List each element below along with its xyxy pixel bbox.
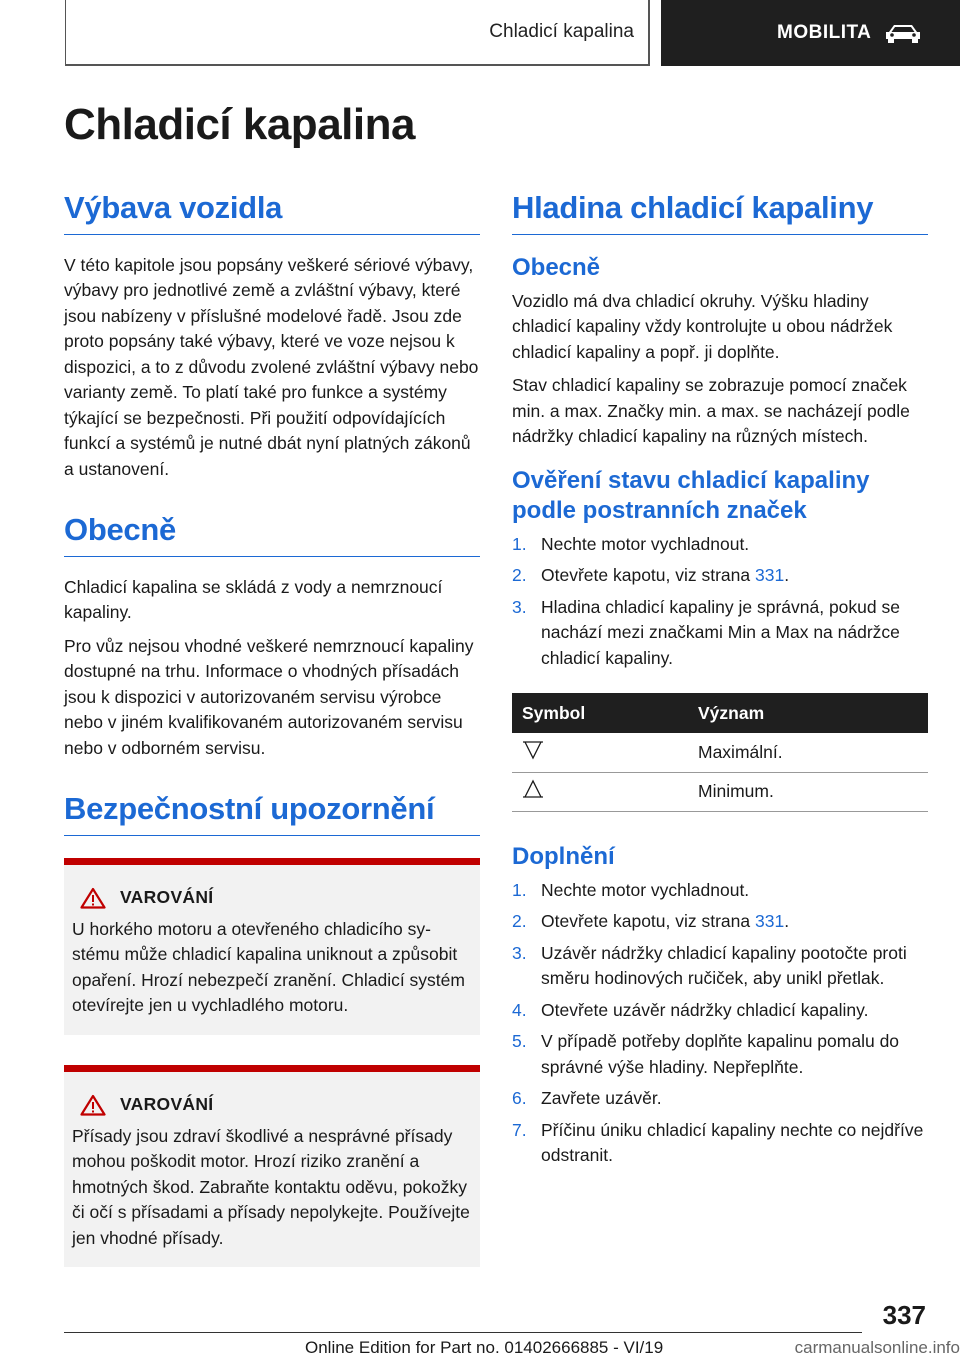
header-divider: [648, 0, 650, 66]
header-chapter-label: MOBILITA: [777, 22, 872, 43]
max-mark-icon: [522, 740, 544, 760]
meaning-cell: Minimum.: [698, 772, 928, 811]
list-item: [512, 532, 928, 558]
step-number: 5.: [512, 1031, 527, 1052]
step-number: 1.: [512, 879, 527, 900]
step-number: 2.: [512, 565, 527, 586]
watermark: carmanualsonline.info: [791, 1338, 960, 1358]
column-header-symbol: Symbol: [512, 693, 698, 733]
warning-box: [64, 1065, 480, 1268]
warning-label: VAROVÁNÍ: [120, 1094, 214, 1115]
step-text: Nechte motor vychladnout.: [541, 879, 750, 900]
header-chapter: [661, 0, 960, 66]
page-link[interactable]: 331: [755, 565, 785, 586]
section-vybava: [64, 190, 480, 482]
list-item: [512, 998, 928, 1024]
step-text: Otevřete kapotu, viz strana 331.: [541, 565, 790, 586]
symbol-cell: [512, 772, 698, 811]
symbol-cell: [512, 733, 698, 772]
list-item: [512, 1029, 928, 1080]
step-number: 3.: [512, 596, 527, 617]
warning-triangle-icon: [80, 887, 106, 909]
step-text: Hladina chladicí kapaliny je správná, pokud se nachází mezi značkami Min a Max na nádržce chladicí kapaliny.: [541, 596, 900, 668]
step-number: 6.: [512, 1088, 527, 1109]
warning-header: [72, 1094, 472, 1116]
right-column: [512, 190, 928, 1179]
step-number: 4.: [512, 999, 527, 1020]
header-section-title: Chladicí kapalina: [489, 21, 634, 42]
list-item: [512, 909, 928, 935]
step-text: Uzávěr nádržky chladicí kapaliny pootočte proti směru hodinových ručiček, aby unikl přetlak.: [541, 942, 907, 989]
warning-label: VAROVÁNÍ: [120, 887, 214, 908]
column-header-meaning: Význam: [698, 693, 928, 733]
min-mark-icon: [522, 779, 544, 799]
footer-edition: Online Edition for Part no. 01402666885 - VI/19: [305, 1338, 664, 1357]
warning-triangle-icon: [80, 1094, 106, 1116]
list-item: [512, 878, 928, 904]
list-item: [512, 1118, 928, 1169]
car-icon: [883, 22, 923, 44]
paragraph: V této kapitole jsou popsány veškeré sériové výbavy, výbavy pro jednotlivé země a zvláštní výbavy, které jsou nabízeny v příslušné modelové řadě. Jsou zde proto popsány také výbavy, které ve voze nejsou k dispozici, a to z důvodu zvolené zvláštní výbavy nebo varianty země. To platí také pro funkce a systémy týkající se bezpečnosti. Při použití odpovídajících funkcí a systémů je nutné dbát nyní platných zákonů a ustanovení.: [64, 254, 479, 479]
section-title: Obecně: [64, 512, 480, 557]
section-title: Výbava vozidla: [64, 190, 480, 235]
section-obecne: [64, 512, 480, 761]
warning-box: [64, 858, 480, 1035]
subsection-title: Ověření stavu chladicí kapaliny podle postranních značek: [512, 466, 870, 524]
section-title: Bezpečnostní upozornění: [64, 791, 480, 836]
step-number: 7.: [512, 1119, 527, 1140]
table-row: [512, 733, 928, 772]
step-number: 1.: [512, 533, 527, 554]
list-item: [512, 1086, 928, 1112]
list-item: [512, 941, 928, 992]
table-header-row: [512, 693, 928, 733]
step-text: Příčinu úniku chladicí kapaliny nechte co nejdříve odstranit.: [541, 1119, 924, 1166]
list-item: [512, 595, 928, 672]
paragraph: Stav chladicí kapaliny se zobrazuje pomocí značek min. a max. Značky min. a max. se nacházejí podle nádržky chladicí kapaliny na různých místech.: [512, 375, 910, 447]
warning-text: Přísady jsou zdraví škodlivé a nesprávné přísady mohou poškodit motor. Hrozí riziko zranění a hmotných škod. Zabraňte kontaktu oděvu, pokožky či očí s přísadami a přísady nepolykejte. Používejte jen vhodné přísady.: [72, 1125, 470, 1248]
subsection-title: Obecně: [512, 253, 601, 281]
page-number: 337: [882, 1300, 926, 1330]
step-text: V případě potřeby doplňte kapalinu pomalu do správné výše hladiny. Nepřeplňte.: [541, 1031, 900, 1077]
section-safety: [64, 791, 480, 1267]
footer-rule: [64, 1332, 862, 1333]
symbol-table: [512, 693, 928, 812]
warning-header: [72, 887, 472, 909]
paragraph: Chladicí kapalina se skládá z vody a nemrznoucí kapaliny.: [64, 576, 443, 623]
paragraph: Pro vůz nejsou vhodné veškeré nemrznoucí kapaliny dostupné na trhu. Informace o vhodných přísadách jsou k dispozici v autorizovaném servisu výrobce nebo v jiném kvalifikovaném autorizovaném servisu nebo v odborném servisu.: [64, 635, 474, 758]
list-item: [512, 563, 928, 589]
warning-text: U horkého motoru a otevřeného chladicího systému může chladicí kapalina uniknout a způsobit opaření. Hrozí nebezpečí zranění. Chladicí systém otevírejte jen u vychladlého motoru.: [72, 918, 465, 1016]
check-steps-list: [512, 532, 928, 672]
step-text: Zavřete uzávěr.: [541, 1088, 662, 1109]
section-title: Hladina chladicí kapaliny: [512, 190, 928, 235]
step-number: 3.: [512, 942, 527, 963]
page-link[interactable]: 331: [755, 911, 785, 932]
page-title: Chladicí kapalina: [64, 100, 415, 149]
refill-steps-list: [512, 878, 928, 1169]
step-text: Nechte motor vychladnout.: [541, 533, 750, 554]
step-text: Otevřete uzávěr nádržky chladicí kapaliny.: [541, 999, 869, 1020]
step-number: 2.: [512, 911, 527, 932]
paragraph: Vozidlo má dva chladicí okruhy. Výšku hladiny chladicí kapaliny vždy kontrolujte u obou nádržek chladicí kapaliny a popř. ji doplňte.: [512, 290, 893, 362]
header-bottom-rule: [65, 64, 650, 66]
step-text: Otevřete kapotu, viz strana 331.: [541, 911, 790, 932]
subsection-title: Doplnění: [512, 842, 615, 870]
table-row: [512, 772, 928, 811]
left-column: [64, 190, 480, 1297]
meaning-cell: Maximální.: [698, 733, 928, 772]
